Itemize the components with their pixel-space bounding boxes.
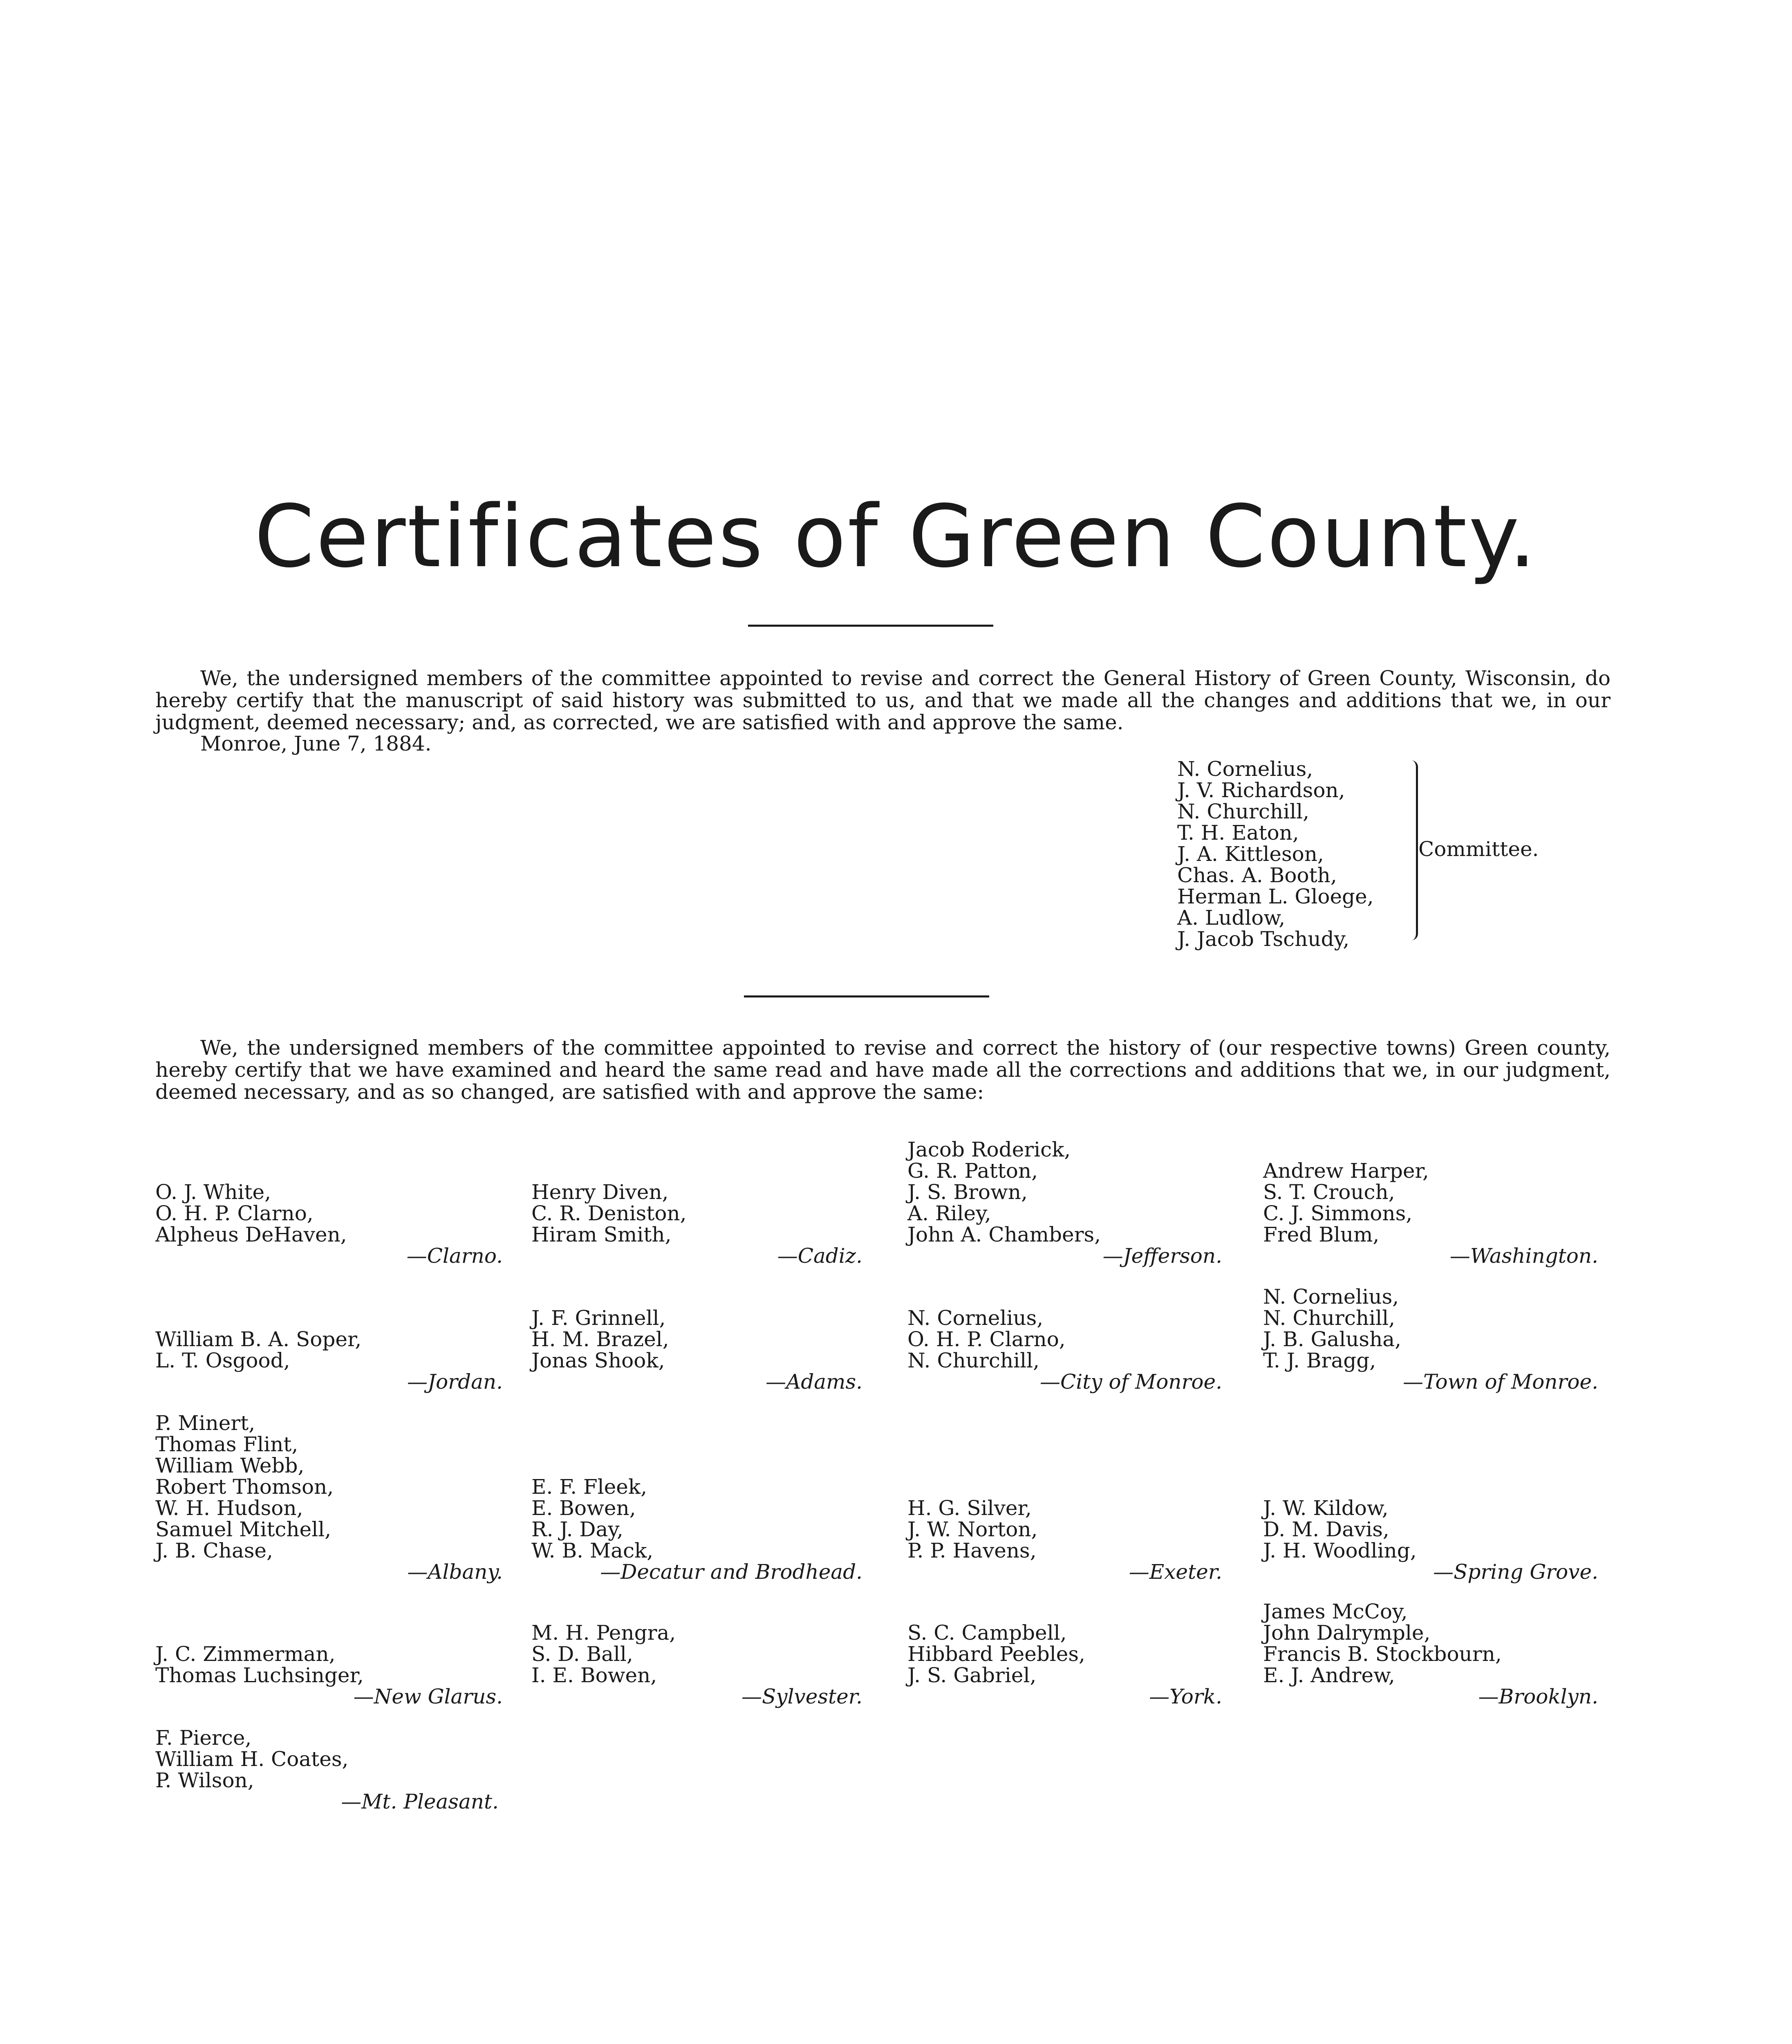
section-divider bbox=[744, 995, 989, 997]
signer-name: J. S. Brown, bbox=[907, 1180, 1028, 1204]
town-signatures-mt-pleasant bbox=[155, 1727, 499, 1812]
signer-name: P. Wilson, bbox=[155, 1768, 254, 1792]
signer-name: Samuel Mitchell, bbox=[155, 1517, 332, 1541]
town-name: —Albany. bbox=[407, 1560, 503, 1584]
signer-name: C. J. Simmons, bbox=[1263, 1201, 1413, 1225]
page-title: Certificates of Green County. bbox=[254, 486, 1538, 587]
committee-member-list bbox=[1177, 758, 1374, 950]
town-name: —Cadiz. bbox=[777, 1244, 862, 1268]
committee-member: T. H. Eaton, bbox=[1177, 821, 1299, 845]
signer-name: S. T. Crouch, bbox=[1263, 1180, 1395, 1204]
town-signatures-new-glarus bbox=[155, 1643, 503, 1707]
town-name: —Town of Monroe. bbox=[1403, 1370, 1598, 1394]
signer-name: William H. Coates, bbox=[155, 1747, 349, 1771]
town-name: —Mt. Pleasant. bbox=[341, 1790, 499, 1813]
town-signatures-adams bbox=[531, 1307, 862, 1392]
signer-name: S. C. Campbell, bbox=[907, 1621, 1067, 1645]
signer-name: E. F. Fleek, bbox=[531, 1475, 647, 1499]
signer-name: William Webb, bbox=[155, 1454, 305, 1477]
committee-brace bbox=[1406, 760, 1418, 940]
signer-name: F. Pierce, bbox=[155, 1726, 252, 1750]
signer-name: P. Minert, bbox=[155, 1411, 255, 1435]
signer-name: O. H. P. Clarno, bbox=[155, 1201, 314, 1225]
signer-name: N. Cornelius, bbox=[1263, 1285, 1399, 1309]
signer-name: J. S. Gabriel, bbox=[907, 1663, 1037, 1687]
signer-name: Henry Diven, bbox=[531, 1180, 669, 1204]
signer-name: Thomas Luchsinger, bbox=[155, 1663, 364, 1687]
signer-name: W. H. Hudson, bbox=[155, 1496, 303, 1520]
signer-name: William B. A. Soper, bbox=[155, 1327, 362, 1351]
town-signatures-clarno bbox=[155, 1181, 503, 1266]
signer-name: N. Churchill, bbox=[907, 1349, 1039, 1372]
signer-name: L. T. Osgood, bbox=[155, 1349, 290, 1372]
town-signatures-jordan bbox=[155, 1329, 503, 1392]
signer-name: H. M. Brazel, bbox=[531, 1327, 669, 1351]
town-name: —Adams. bbox=[766, 1370, 862, 1394]
signer-name: D. M. Davis, bbox=[1263, 1517, 1389, 1541]
town-name: —Washington. bbox=[1449, 1244, 1598, 1268]
town-name: —Sylvester. bbox=[741, 1685, 862, 1708]
signer-name: J. H. Woodling, bbox=[1263, 1539, 1417, 1562]
town-name: —Brooklyn. bbox=[1478, 1685, 1598, 1708]
committee-member: N. Churchill, bbox=[1177, 800, 1309, 823]
town-name: —City of Monroe. bbox=[1040, 1370, 1222, 1394]
signer-name: Thomas Flint, bbox=[155, 1432, 298, 1456]
town-signatures-washington bbox=[1263, 1160, 1598, 1266]
town-signatures-town-of-monroe bbox=[1263, 1286, 1598, 1392]
town-name: —Exeter. bbox=[1129, 1560, 1222, 1584]
signer-name: H. G. Silver, bbox=[907, 1496, 1032, 1520]
committee-label: Committee. bbox=[1418, 837, 1539, 861]
committee-member: J. V. Richardson, bbox=[1177, 778, 1345, 802]
signer-name: W. B. Mack, bbox=[531, 1539, 654, 1562]
signer-name: T. J. Bragg, bbox=[1263, 1349, 1376, 1372]
general-history-certificate: We, the undersigned members of the committee appointed to revise and correct the General History of Green County, Wisconsin, do hereby certify that the manuscript of said history was submitted to us, and that we made all the changes and additions that we, in our judgment, deemed necessary; and, as corrected, we are satisfied with and approve the same. bbox=[155, 666, 1611, 734]
signer-name: J. F. Grinnell, bbox=[531, 1306, 666, 1330]
signer-name: G. R. Patton, bbox=[907, 1159, 1038, 1183]
town-name: —Spring Grove. bbox=[1433, 1560, 1598, 1584]
town-name: —Decatur and Brodhead. bbox=[600, 1560, 862, 1584]
certificate-date: Monroe, June 7, 1884. bbox=[200, 732, 432, 755]
signer-name: C. R. Deniston, bbox=[531, 1201, 687, 1225]
signer-name: S. D. Ball, bbox=[531, 1642, 633, 1666]
signer-name: Fred Blum, bbox=[1263, 1223, 1380, 1246]
town-signatures-cadiz bbox=[531, 1181, 862, 1266]
committee-member: Chas. A. Booth, bbox=[1177, 863, 1337, 887]
signer-name: O. H. P. Clarno, bbox=[907, 1327, 1066, 1351]
town-history-certificate: We, the undersigned members of the committee appointed to revise and correct the history of (our respective towns) Green county, hereby certify that we have examined and heard the same read and have made all the corrections and additions that we, in our judgment, deemed necessary, and as so changed, are satisfied with and approve the same: bbox=[155, 1036, 1611, 1104]
signer-name: O. J. White, bbox=[155, 1180, 271, 1204]
signer-name: J. W. Kildow, bbox=[1263, 1496, 1389, 1520]
signer-name: A. Riley, bbox=[907, 1201, 991, 1225]
town-name: —New Glarus. bbox=[353, 1685, 503, 1708]
town-signatures-albany bbox=[155, 1412, 503, 1582]
signer-name: John Dalrymple, bbox=[1263, 1621, 1431, 1645]
signer-name: N. Cornelius, bbox=[907, 1306, 1044, 1330]
signer-name: J. W. Norton, bbox=[907, 1517, 1038, 1541]
town-signatures-city-of-monroe bbox=[907, 1307, 1222, 1392]
signer-name: Jonas Shook, bbox=[531, 1349, 665, 1372]
committee-member: N. Cornelius, bbox=[1177, 757, 1313, 781]
title-divider bbox=[748, 625, 993, 627]
signer-name: Francis B. Stockbourn, bbox=[1263, 1642, 1502, 1666]
town-name: —Jefferson. bbox=[1102, 1244, 1222, 1268]
town-signatures-brooklyn bbox=[1263, 1601, 1598, 1707]
signer-name: Andrew Harper, bbox=[1263, 1159, 1429, 1183]
signer-name: James McCoy, bbox=[1263, 1600, 1408, 1623]
town-name: —Clarno. bbox=[406, 1244, 503, 1268]
town-signatures-exeter bbox=[907, 1497, 1222, 1582]
signer-name: P. P. Havens, bbox=[907, 1539, 1037, 1562]
signer-name: J. C. Zimmerman, bbox=[155, 1642, 336, 1666]
signer-name: Hiram Smith, bbox=[531, 1223, 672, 1246]
town-signatures-sylvester bbox=[531, 1622, 862, 1707]
town-signatures-spring-grove bbox=[1263, 1497, 1598, 1582]
signer-name: E. Bowen, bbox=[531, 1496, 636, 1520]
signer-name: R. J. Day, bbox=[531, 1517, 623, 1541]
town-signatures-jefferson bbox=[907, 1139, 1222, 1266]
signer-name: J. B. Chase, bbox=[155, 1539, 273, 1562]
signer-name: Alpheus DeHaven, bbox=[155, 1223, 347, 1246]
signer-name: N. Churchill, bbox=[1263, 1306, 1395, 1330]
town-name: —York. bbox=[1149, 1685, 1222, 1708]
signer-name: Robert Thomson, bbox=[155, 1475, 334, 1499]
signer-name: Jacob Roderick, bbox=[907, 1138, 1071, 1161]
signer-name: I. E. Bowen, bbox=[531, 1663, 657, 1687]
signer-name: M. H. Pengra, bbox=[531, 1621, 676, 1645]
town-signatures-decatur-and-brodhead bbox=[531, 1476, 862, 1582]
signer-name: Hibbard Peebles, bbox=[907, 1642, 1085, 1666]
committee-member: J. Jacob Tschudy, bbox=[1177, 927, 1350, 951]
signer-name: E. J. Andrew, bbox=[1263, 1663, 1395, 1687]
signer-name: J. B. Galusha, bbox=[1263, 1327, 1401, 1351]
committee-member: Herman L. Gloege, bbox=[1177, 885, 1374, 908]
committee-member: J. A. Kittleson, bbox=[1177, 842, 1324, 866]
town-name: —Jordan. bbox=[407, 1370, 503, 1394]
signer-name: John A. Chambers, bbox=[907, 1223, 1101, 1246]
committee-member: A. Ludlow, bbox=[1177, 906, 1286, 930]
town-signatures-york bbox=[907, 1622, 1222, 1707]
